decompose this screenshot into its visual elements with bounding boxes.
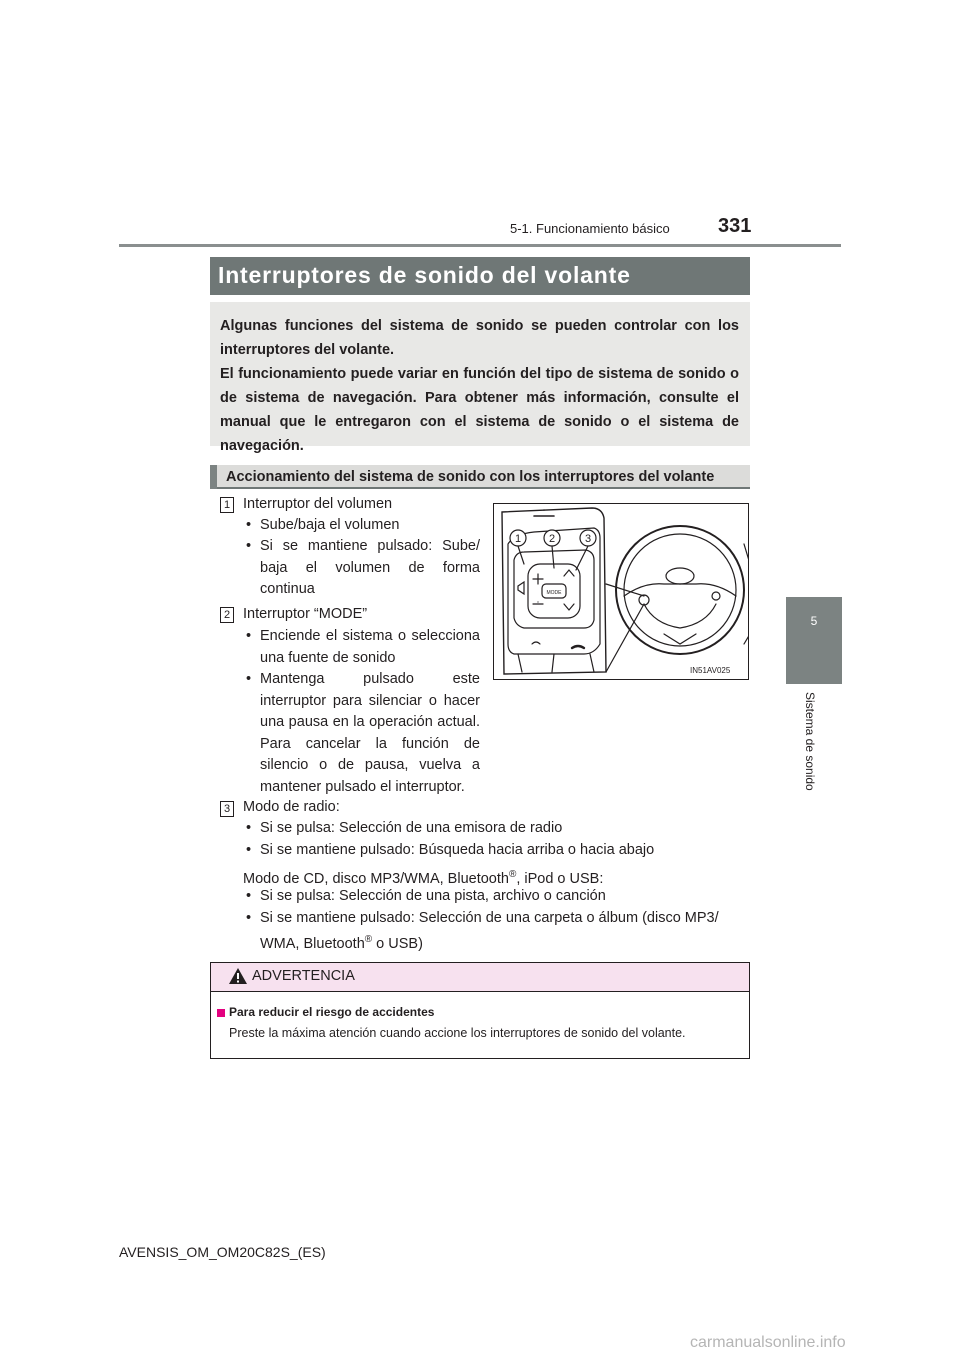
steering-wheel-illustration (494, 504, 749, 680)
item-3-bullet-1: • Si se pulsa: Selección de una emisora de radio (246, 820, 563, 836)
figure-callout-2: 2 (548, 533, 556, 545)
steering-wheel-figure (493, 503, 749, 680)
warning-triangle-icon (228, 967, 248, 990)
figure-callout-3: 3 (584, 533, 592, 545)
figure-callout-1: 1 (514, 533, 522, 545)
subsection-heading-marker (210, 465, 217, 489)
item-3-mode2-bullet-2-cont: WMA, Bluetooth® o USB) (260, 934, 423, 952)
chapter-tab-label: Sistema de sonido (803, 692, 817, 791)
intro-text (220, 314, 739, 458)
chapter-tab-number: 5 (810, 614, 818, 628)
item-1-bullet-1: • Sube/baja el volumen (246, 517, 400, 533)
item-3-title: Modo de radio: (243, 799, 340, 815)
warning-title: ADVERTENCIA (252, 968, 355, 984)
item-marker-1: 1 (220, 497, 234, 513)
page-number: 331 (718, 215, 752, 237)
item-3-mode2-title: Modo de CD, disco MP3/WMA, Bluetooth®, iPod o USB: (243, 869, 604, 887)
subsection-heading: Accionamiento del sistema de sonido con los interruptores del volante (226, 469, 715, 485)
item-marker-2: 2 (220, 607, 234, 623)
item-3-bullet-2: • Si se mantiene pulsado: Búsqueda hacia arriba o hacia abajo (246, 842, 655, 858)
intro-paragraph-1: Algunas funciones del sistema de sonido se pueden controlar con los interruptores del volante. (220, 318, 739, 358)
intro-paragraph-2: El funcionamiento puede variar en función del tipo de sistema de sonido o de sistema de navegación. Para obtener más información, consulte el manual que le entregaron con el sistema de sonido o el sistema de navegación. (220, 366, 739, 454)
warning-subtitle: Para reducir el riesgo de accidentes (229, 1005, 435, 1019)
item-1-title: Interruptor del volumen (243, 496, 393, 512)
warning-body: Preste la máxima atención cuando accione los interruptores de sonido del volante. (229, 1026, 686, 1040)
watermark[interactable]: carmanualsonline.info (690, 1334, 846, 1351)
figure-code: IN51AV025 (690, 666, 731, 675)
warning-bullet-square (217, 1009, 225, 1017)
header-rule (119, 244, 841, 247)
figure-mode-button-label: MODE (546, 590, 562, 596)
section-breadcrumb: 5-1. Funcionamiento básico (510, 221, 670, 236)
item-2-bullet-2: • Mantenga pulsado este interruptor para silenciar o hacer una pausa en la operación actual. Para cancelar la función de silencio o de pausa, vuelva a mantener pulsado el interruptor. (246, 671, 480, 795)
item-2-bullet-1: • Enciende el sistema o selecciona una fuente de sonido (246, 628, 480, 666)
page-title: Interruptores de sonido del volante (218, 262, 631, 288)
item-1-bullet-2: • Si se mantiene pulsado: Sube/ baja el volumen de forma continua (246, 538, 480, 597)
item-2-title: Interruptor “MODE” (243, 606, 368, 622)
chapter-tab[interactable] (786, 597, 842, 684)
item-marker-3: 3 (220, 801, 234, 817)
document-footer: AVENSIS_OM_OM20C82S_(ES) (119, 1244, 326, 1260)
item-3-mode2-bullet-2: • Si se mantiene pulsado: Selección de una carpeta o álbum (disco MP3/ (246, 910, 719, 926)
item-3-mode2-bullet-1: • Si se pulsa: Selección de una pista, archivo o canción (246, 888, 606, 904)
